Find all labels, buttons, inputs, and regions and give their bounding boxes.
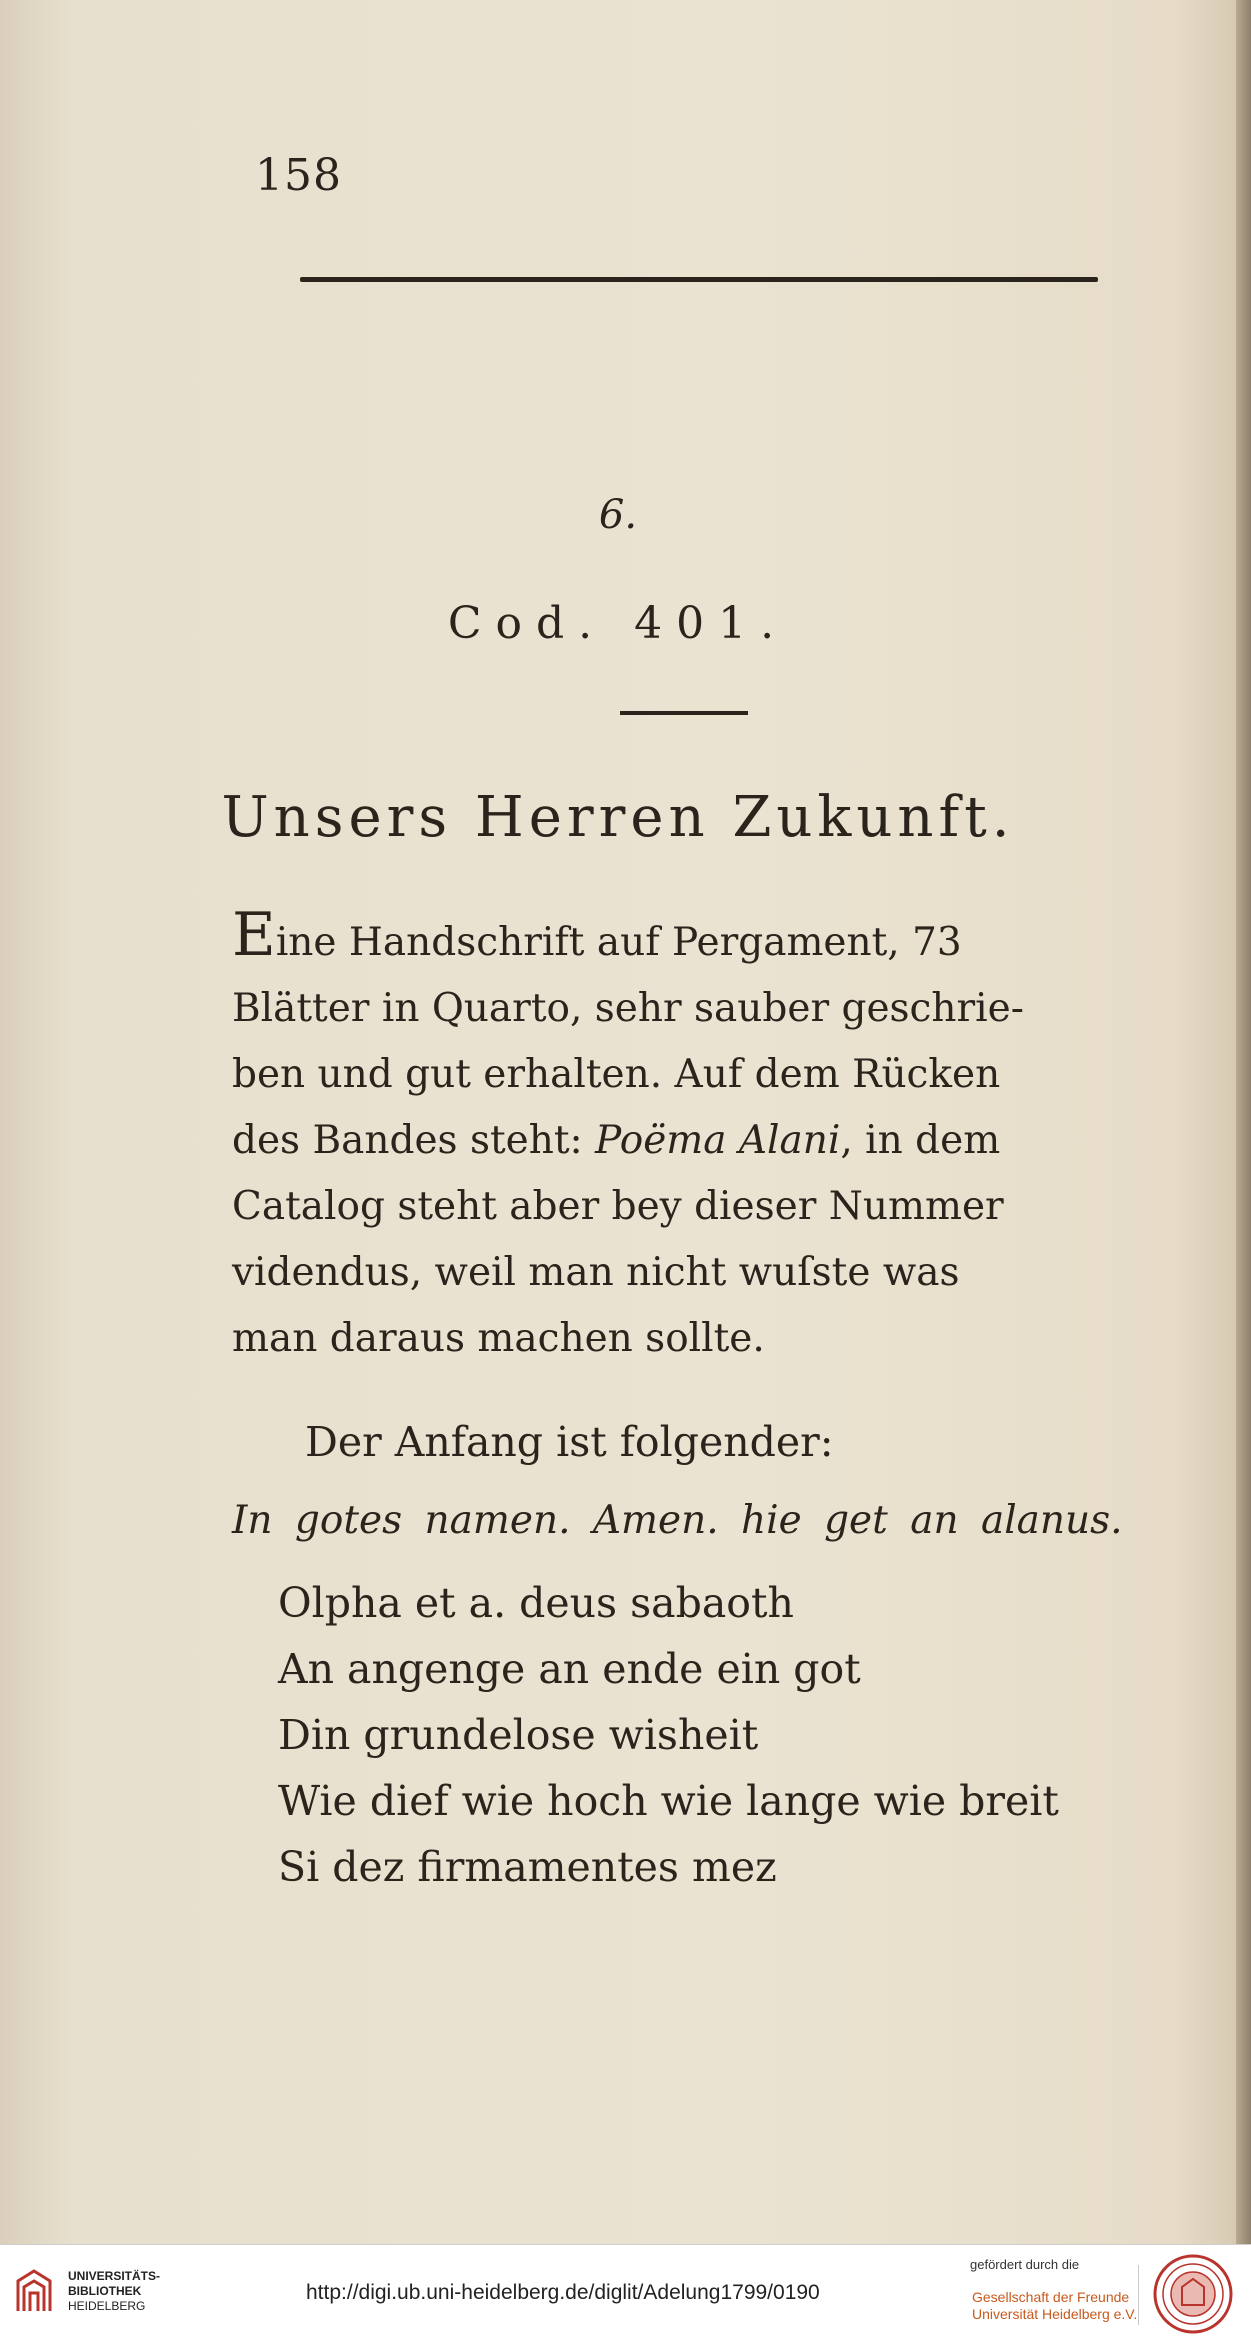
page-edge	[1236, 0, 1251, 2244]
header-rule	[300, 277, 1098, 282]
paragraph-line-6: videndus, weil man nicht wuſste was	[232, 1250, 960, 1295]
footer-divider	[1138, 2265, 1139, 2325]
verse-line: Si dez firmamentes mez	[278, 1843, 777, 1891]
paragraph-line-1: Eine Handschrift auf Pergament, 73	[232, 900, 962, 970]
sponsor-name[interactable]: Gesellschaft der Freunde Universität Heidelberg e.V.	[972, 2289, 1138, 2322]
description-paragraph	[232, 900, 1138, 1372]
section-number: 6.	[598, 492, 638, 538]
verse-line: An angenge an ende ein got	[278, 1645, 861, 1693]
intro-line: Der Anfang ist folgender:	[305, 1418, 834, 1466]
funded-by-label: gefördert durch die	[970, 2257, 1080, 2272]
university-seal-icon[interactable]	[1152, 2253, 1234, 2335]
chapter-title: Unsers Herren Zukunft.	[221, 785, 1015, 850]
permalink[interactable]: http://digi.ub.uni-heidelberg.de/diglit/Adelung1799/0190	[306, 2281, 820, 2304]
library-name: UNIVERSITÄTS- BIBLIOTHEK HEIDELBERG	[68, 2269, 161, 2313]
paragraph-line-7: man daraus machen sollte.	[232, 1316, 765, 1361]
verse-block	[278, 1570, 1059, 1900]
paragraph-line-4: des Bandes steht: Poëma Alani, in dem	[232, 1118, 1001, 1163]
italic-term: Poëma Alani	[595, 1118, 841, 1163]
paragraph-line-2: Blätter in Quarto, sehr sauber geschrie-	[232, 986, 1024, 1031]
viewer-footer	[0, 2244, 1251, 2339]
paragraph-line-5: Catalog steht aber bey dieser Nummer	[232, 1184, 1004, 1229]
codex-heading: Cod. 401.	[447, 598, 789, 649]
incipit-line: In gotes namen. Amen. hie get an alanus.	[232, 1498, 1123, 1543]
drop-initial: E	[232, 900, 276, 970]
heading-rule	[620, 711, 748, 715]
ub-heidelberg-logo-icon[interactable]	[14, 2267, 54, 2315]
page-number: 158	[255, 150, 342, 201]
paragraph-line-3: ben und gut erhalten. Auf dem Rücken	[232, 1052, 1001, 1097]
verse-line: Din grundelose wisheit	[278, 1711, 759, 1759]
verse-line: Wie dief wie hoch wie lange wie breit	[278, 1777, 1059, 1825]
verse-line: Olpha et a. deus sabaoth	[278, 1579, 794, 1627]
